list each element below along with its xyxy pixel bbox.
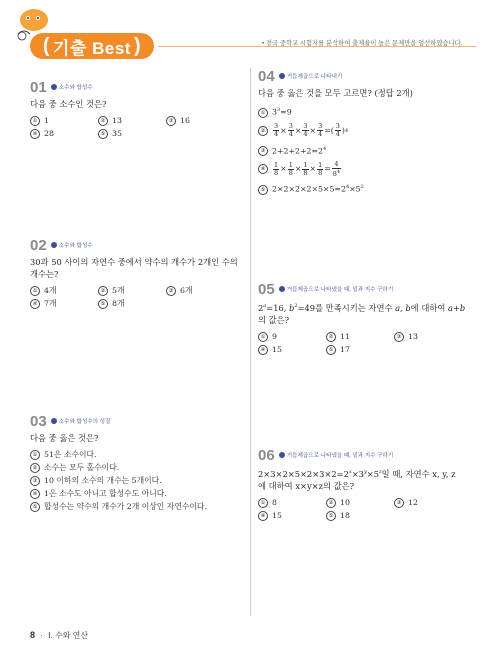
problem-tag: 거듭제곱으로 나타냈을 때, 밑과 지수 구하기 [279,285,394,293]
choice-4[interactable]: ④ 1은 소수도 아니고 합성수도 아니다. [30,487,245,500]
choice-3[interactable]: ③ 6개 [166,284,234,297]
choice-5[interactable]: ⑤ 합성수는 약수의 개수가 2개 이상인 자연수이다. [30,500,245,513]
choice-3[interactable]: ③ $2+2+2+2=2^4$ [258,142,478,159]
choice-3[interactable]: ③ 16 [166,114,234,127]
choice-2[interactable]: ② 13 [98,114,166,127]
section-title-text: 기출 Best [53,38,131,58]
choice-4[interactable]: ④ $\frac{1}{8}$ × $\frac{1}{8}$ × $\frac{1}{8}$ × $\frac{1}{8}$ = $\frac{4}{8^4}$ [258,158,478,180]
section-title: ( 기출 Best ) [30,33,154,59]
choice-4[interactable]: ④ 7개 [30,297,98,310]
problem-number: 05 [258,280,275,298]
question-text: 다음 중 소수인 것은? [30,99,107,109]
tag-badge-icon [51,418,57,424]
header-note: • 전국 중학교 시험지를 분석하여 출제율이 높은 문제만을 엄선하였습니다. [262,40,463,47]
problem-tag: 소수와 합성수 [51,241,93,249]
choice-list [258,496,478,522]
problem-06 [258,447,478,522]
problem-number: 01 [30,78,47,96]
choice-5[interactable]: ⑤ $2\times 2\times 2\times 2\times 5\times 5=2^4\times 5^2$ [258,180,478,197]
choice-2[interactable]: ② 소수는 모두 홀수이다. [30,461,245,474]
choice-1[interactable]: ① 9 [258,330,326,343]
problem-number: 03 [30,412,47,430]
choice-4[interactable]: ④ 28 [30,127,98,140]
section-name: Ⅰ. 수와 연산 [48,631,89,640]
problem-02 [30,237,245,310]
problem-tag: 거듭제곱으로 나타냈을 때, 밑과 지수 구하기 [279,451,394,459]
choice-3[interactable]: ③ 13 [394,330,462,343]
choice-1[interactable]: ① 4개 [30,284,98,297]
problem-tag: 소수와 합성수의 성질 [51,417,111,425]
choice-5[interactable]: ⑤ 35 [98,127,166,140]
problem-04 [258,68,478,197]
problem-03 [30,413,245,513]
choice-3[interactable]: ③ 12 [394,496,462,509]
page-number: 8 [30,630,36,640]
choice-1[interactable]: ① 51은 소수이다. [30,448,245,461]
problem-number: 04 [258,67,275,85]
question-text: 30과 50 사이의 자연수 중에서 약수의 개수가 2개인 수의 개수는? [30,257,238,279]
problem-tag: 거듭제곱으로 나타내기 [279,72,343,80]
choice-list [258,330,478,356]
question-text: $2\times 3\times 2\times 5\times 2\times 3\times 2=2^x\times 3^y\times 5^z$일 때, 자연수 x, y, z 에 대하여 x×y×z의 값은? [258,468,456,491]
problem-01 [30,79,240,140]
choice-1[interactable]: ① 1 [30,114,98,127]
tag-badge-icon [51,242,57,248]
choice-list [258,103,478,197]
choice-list [30,284,245,310]
question-text: 다음 중 옳은 것을 모두 고르면? (정답 2개) [258,88,413,98]
choice-5[interactable]: ⑤ 17 [326,343,394,356]
tag-badge-icon [279,73,285,79]
problem-number: 02 [30,236,47,254]
choice-1[interactable]: ① $3^3=9$ [258,103,478,120]
choice-2[interactable]: ② 10 [326,496,394,509]
tag-badge-icon [51,84,57,90]
choice-2[interactable]: ② $\frac{3}{4}$ × $\frac{3}{4}$ × $\frac{3}{4}$ × $\frac{3}{4}$ =( $\frac{3}{4}$ ) 4 [258,120,478,142]
tag-badge-icon [279,286,285,292]
question-text: 다음 중 옳은 것은? [30,433,99,443]
choice-list [30,114,240,140]
column-divider [250,68,251,616]
problem-tag: 소수와 합성수 [51,83,93,91]
question-text: $2^a=16$, $b^2=49$를 만족시키는 자연수 a, b에 대하여 a+b 의 값은? [258,302,466,325]
choice-5[interactable]: ⑤ 8개 [98,297,166,310]
page-footer: 8 · Ⅰ. 수와 연산 [30,630,89,640]
problem-05 [258,281,478,356]
choice-4[interactable]: ④ 15 [258,509,326,522]
choice-5[interactable]: ⑤ 18 [326,509,394,522]
tag-badge-icon [279,452,285,458]
problem-number: 06 [258,446,275,464]
choice-list [30,448,245,513]
choice-4[interactable]: ④ 15 [258,343,326,356]
choice-2[interactable]: ② 11 [326,330,394,343]
choice-1[interactable]: ① 8 [258,496,326,509]
choice-3[interactable]: ③ 10 이하의 소수의 개수는 5개이다. [30,474,245,487]
choice-2[interactable]: ② 5개 [98,284,166,297]
